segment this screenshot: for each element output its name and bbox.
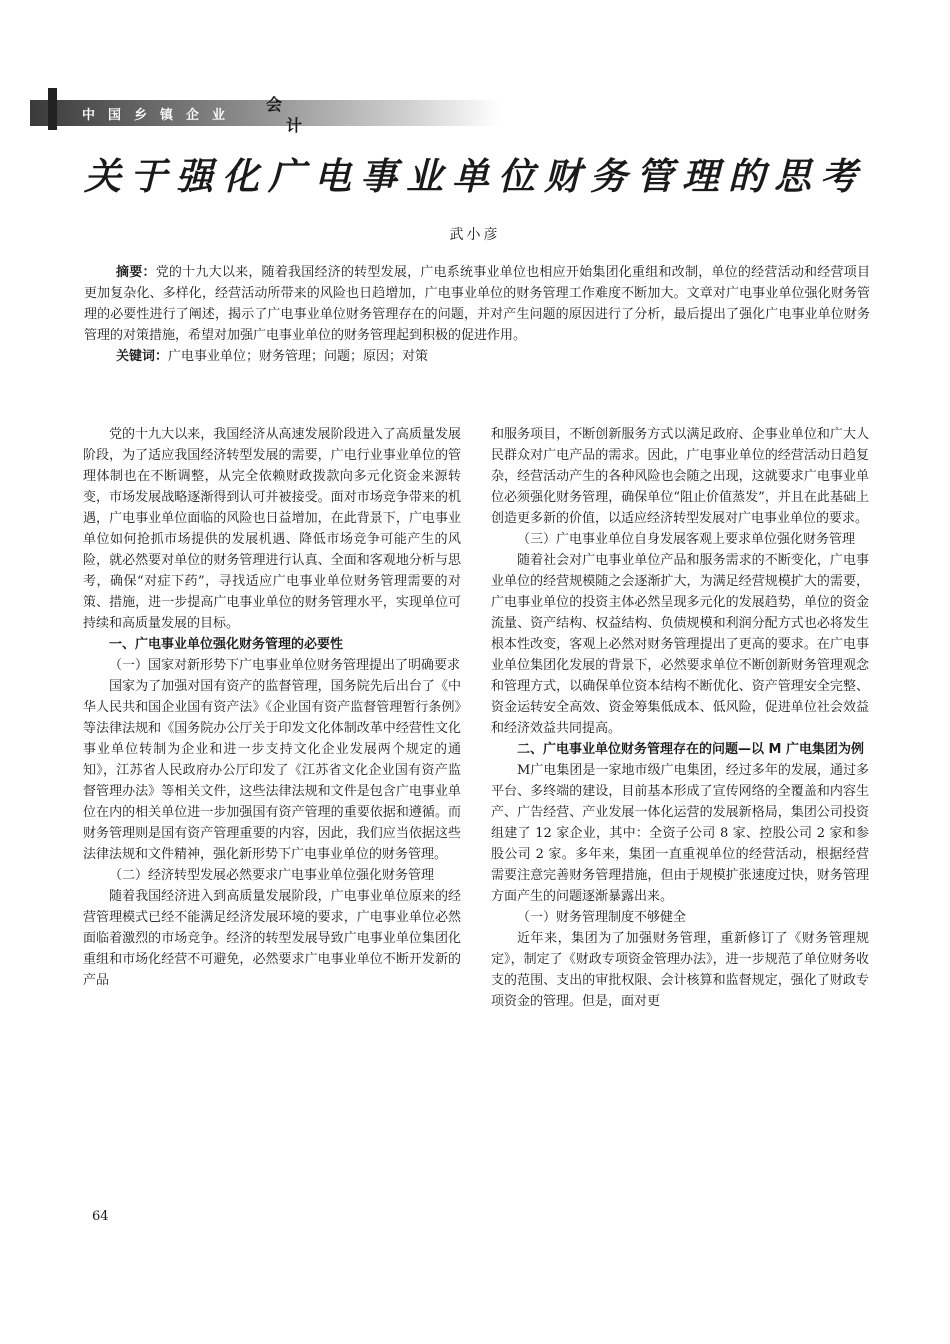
right-paragraph-4: 近年来，集团为了加强财务管理，重新修订了《财务管理规定》，制定了《财政专项资金管理办法》，进一步规范了单位财务收支的范围、支出的审批权限、会计核算和监督规定，强化了财政专项资金的管理。但是，面对更 [491,931,869,1009]
heading-necessity: 一、广电事业单位强化财务管理的必要性 [109,637,344,652]
subheading-1: （一）国家对新形势下广电事业单位财务管理提出了明确要求 [109,658,461,673]
abstract-label: 摘要： [116,265,156,280]
left-paragraph-2: 国家为了加强对国有资产的监督管理，国务院先后出台了《中华人民共和国企业国有资产法》《企业国有资产监督管理暂行条例》等法律法规和《国务院办公厅关于印发文化体制改革中经营性文化事业单位转制为企业和进一步支持文化企业发展两个规定的通知》，江苏省人民政府办公厅印发了《江苏省文化企业国有资产监督管理办法》等相关文件，这些法律法规和文件是包含广电事业单位在内的相关单位进一步加强国有资产管理的重要依据和遵循。而财务管理则是国有资产管理重要的内容，因此，我们应当依据这些法律法规和文件精神，强化新形势下广电事业单位的财务管理。 [83,679,461,862]
subheading-2: （二）经济转型发展必然要求广电事业单位强化财务管理 [109,868,435,883]
section-label-2: 计 [286,116,303,135]
keywords-label: 关键词： [116,349,169,364]
right-paragraph-1: 和服务项目，不断创新服务方式以满足政府、企事业单位和广大人民群众对广电产品的需求。因此，广电事业单位的经营活动日趋复杂，经营活动产生的各种风险也会随之出现，这就要求广电事业单位必须强化财务管理，确保单位“阻止价值蒸发”，并且在此基础上创造更多新的价值，以适应经济转型发展对广电事业单位的要求。 [491,427,869,526]
abstract-text: 党的十九大以来，随着我国经济的转型发展，广电系统事业单位也相应开始集团化重组和改制，单位的经营活动和经营项目更加复杂化、多样化，经营活动所带来的风险也日趋增加，广电事业单位的财务管理工作难度不断加大。文章对广电事业单位强化财务管理的必要性进行了阐述，揭示了广电事业单位财务管理存在的问题，并对产生问题的原因进行了分析，最后提出了强化广电事业单位财务管理的对策措施，希望对加强广电事业单位的财务管理起到积极的促进作用。 [84,265,870,343]
heading-problems: 二、广电事业单位财务管理存在的问题—以 M 广电集团为例 [517,742,864,757]
section-label-1: 会 [266,95,283,114]
left-paragraph-3: 随着我国经济进入到高质量发展阶段，广电事业单位原来的经营管理模式已经不能满足经济发展环境的要求，广电事业单位必然面临着激烈的市场竞争。经济的转型发展导致广电事业单位集团化重组和市场化经营不可避免，必然要求广电事业单位不断开发新的产品 [83,889,461,988]
abstract-paragraph [84,262,870,346]
right-paragraph-2: 随着社会对广电事业单位产品和服务需求的不断变化，广电事业单位的经营规模随之会逐渐扩大，为满足经营规模扩大的需要，广电事业单位的投资主体必然呈现多元化的发展趋势，单位的资金流量、资产结构、权益结构、负债规模和利润分配方式也必将发生根本性改变，客观上必然对财务管理提出了更高的要求。在广电事业单位集团化发展的背景下，必然要求单位不断创新财务管理观念和管理方式，以确保单位资本结构不断优化、资产管理安全完整、资金运转安全高效、资金筹集低成本、低风险，促进单位社会效益和经济效益共同提高。 [491,553,869,736]
abstract-block [84,262,870,367]
article-title: 关于强化广电事业单位财务管理的思考 [84,154,866,198]
page-number: 64 [92,1209,109,1224]
journal-name: 中国乡镇企业 [82,108,239,123]
subheading-4: （一）财务管理制度不够健全 [517,910,687,925]
left-paragraph-1: 党的十九大以来，我国经济从高速发展阶段进入了高质量发展阶段，为了适应我国经济转型发展的需要，广电行业事业单位的管理体制也在不断调整，从完全依赖财政拨款向多元化资金来源转变，市场发展战略逐渐得到认可并被接受。面对市场竞争带来的机遇，广电事业单位面临的风险也日益增加，在此背景下，广电事业单位如何抢抓市场提供的发展机遇、降低市场竞争可能产生的风险，就必然要对单位的财务管理进行认真、全面和客观地分析与思考，确保“对症下药”，寻找适应广电事业单位财务管理需要的对策、措施，进一步提高广电事业单位的财务管理水平，实现单位可持续和高质量发展的目标。 [83,427,461,631]
right-column [491,424,869,1012]
header-accent-bar [48,88,57,130]
left-column [83,424,461,991]
keywords-text: 广电事业单位；财务管理；问题；原因；对策 [168,349,429,364]
keywords-line [84,346,870,367]
right-paragraph-3: M广电集团是一家地市级广电集团，经过多年的发展，通过多平台、多终端的建设，目前基本形成了宣传网络的全覆盖和内容生产、广告经营、产业发展一体化运营的发展新格局，集团公司投资组建了 12 家企业，其中：全资子公司 8 家、控股公司 2 家和参股公司 2 家。多年来，集团一直重视单位的经营活动，根据经营需要注意完善财务管理措施，但由于规模扩张速度过快，财务管理方面产生的问题逐渐暴露出来。 [491,763,869,904]
article-author: 武小彦 [449,227,501,243]
subheading-3: （三）广电事业单位自身发展客观上要求单位强化财务管理 [517,532,856,547]
